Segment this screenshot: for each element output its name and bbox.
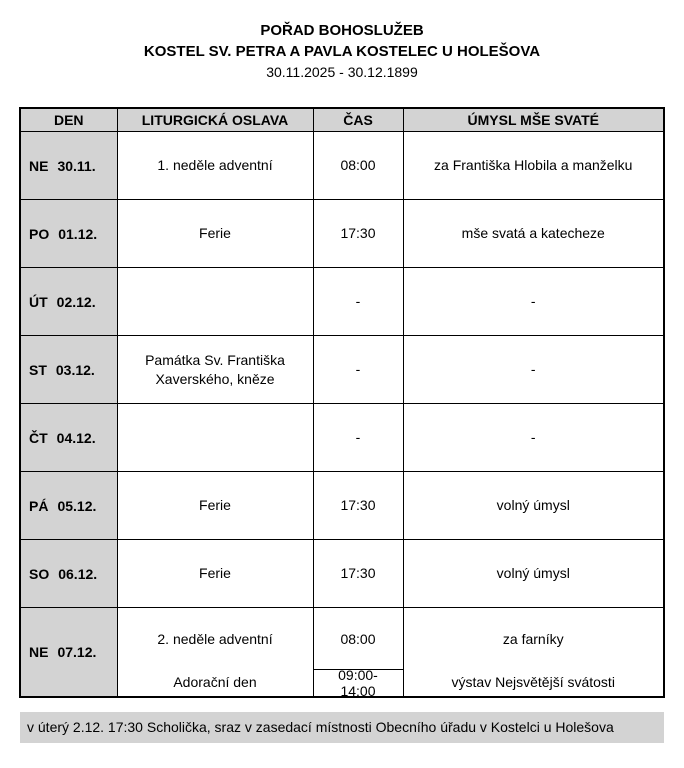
- umysl-line-1: za farníky: [502, 630, 564, 647]
- umysl-cell: volný úmysl: [403, 472, 664, 540]
- den-cell: [20, 336, 117, 404]
- page-title: POŘAD BOHOSLUŽEB: [260, 22, 424, 39]
- day-abbrev: ST: [29, 361, 47, 378]
- day-date: 02.12.: [56, 293, 96, 310]
- table-row: [20, 200, 664, 268]
- day-abbrev: NE: [29, 157, 49, 174]
- day-abbrev: PO: [29, 225, 50, 242]
- umysl-cell: -: [403, 336, 664, 404]
- den-cell: [20, 200, 117, 268]
- cas-cell: 08:00: [313, 132, 403, 200]
- day-abbrev: SO: [29, 565, 50, 582]
- den-cell: [20, 404, 117, 472]
- day-abbrev: ČT: [29, 429, 48, 446]
- table-row: [20, 268, 664, 336]
- page-subtitle: KOSTEL SV. PETRA A PAVLA KOSTELEC U HOLEŠOVA: [143, 43, 541, 60]
- cas-cell: 17:30: [313, 540, 403, 608]
- cas-line-2: 09:00-14:00: [314, 669, 403, 696]
- cas-cell: -: [313, 336, 403, 404]
- oslava-line-2: Adorační den: [173, 674, 257, 690]
- den-cell: [20, 608, 117, 698]
- umysl-cell: mše svatá a katecheze: [403, 200, 664, 268]
- cas-cell: [313, 608, 403, 698]
- umysl-cell: za Františka Hlobila a manželku: [403, 132, 664, 200]
- den-cell: [20, 540, 117, 608]
- table-row: [20, 540, 664, 608]
- table-row: [20, 608, 664, 698]
- oslava-cell: [117, 268, 313, 336]
- oslava-cell: 1. neděle adventní: [117, 132, 313, 200]
- column-header-cas: ČAS: [313, 108, 403, 132]
- cas-cell: 17:30: [313, 472, 403, 540]
- day-abbrev: PÁ: [29, 497, 49, 514]
- table-header-row: [20, 108, 664, 132]
- table-row: [20, 132, 664, 200]
- table-row: [20, 404, 664, 472]
- den-cell: [20, 268, 117, 336]
- umysl-cell: -: [403, 268, 664, 336]
- cas-cell: -: [313, 268, 403, 336]
- day-date: 06.12.: [58, 565, 98, 582]
- umysl-line-2: výstav Nejsvětější svátosti: [451, 674, 615, 690]
- cas-line-1: 08:00: [340, 630, 376, 647]
- den-cell: [20, 132, 117, 200]
- table-row: [20, 472, 664, 540]
- oslava-cell: [117, 608, 313, 698]
- day-date: 07.12.: [57, 644, 97, 660]
- day-date: 01.12.: [58, 225, 98, 242]
- cas-cell: -: [313, 404, 403, 472]
- oslava-cell: Ferie: [117, 540, 313, 608]
- column-header-oslava: LITURGICKÁ OSLAVA: [117, 108, 313, 132]
- oslava-cell: Památka Sv. Františka Xaverského, kněze: [117, 336, 313, 404]
- document-header: [0, 20, 684, 83]
- umysl-cell: volný úmysl: [403, 540, 664, 608]
- footer-note: v úterý 2.12. 17:30 Scholička, sraz v zasedací místnosti Obecního úřadu v Kostelci u Holešova: [20, 712, 664, 743]
- oslava-cell: [117, 404, 313, 472]
- umysl-cell: -: [403, 404, 664, 472]
- oslava-cell: Ferie: [117, 472, 313, 540]
- oslava-cell: Ferie: [117, 200, 313, 268]
- day-date: 03.12.: [55, 361, 95, 378]
- day-date: 30.11.: [57, 157, 96, 174]
- den-cell: [20, 472, 117, 540]
- day-abbrev: NE: [29, 644, 49, 660]
- umysl-cell: [403, 608, 664, 698]
- column-header-umysl: ÚMYSL MŠE SVATÉ: [403, 108, 664, 132]
- schedule-table: [19, 107, 665, 698]
- day-abbrev: ÚT: [29, 293, 48, 310]
- oslava-line-1: 2. neděle adventní: [157, 630, 273, 647]
- day-date: 05.12.: [57, 497, 97, 514]
- date-range: 30.11.2025 - 30.12.1899: [266, 64, 418, 80]
- cas-cell: 17:30: [313, 200, 403, 268]
- day-date: 04.12.: [56, 429, 96, 446]
- column-header-den: DEN: [20, 108, 117, 132]
- table-row: [20, 336, 664, 404]
